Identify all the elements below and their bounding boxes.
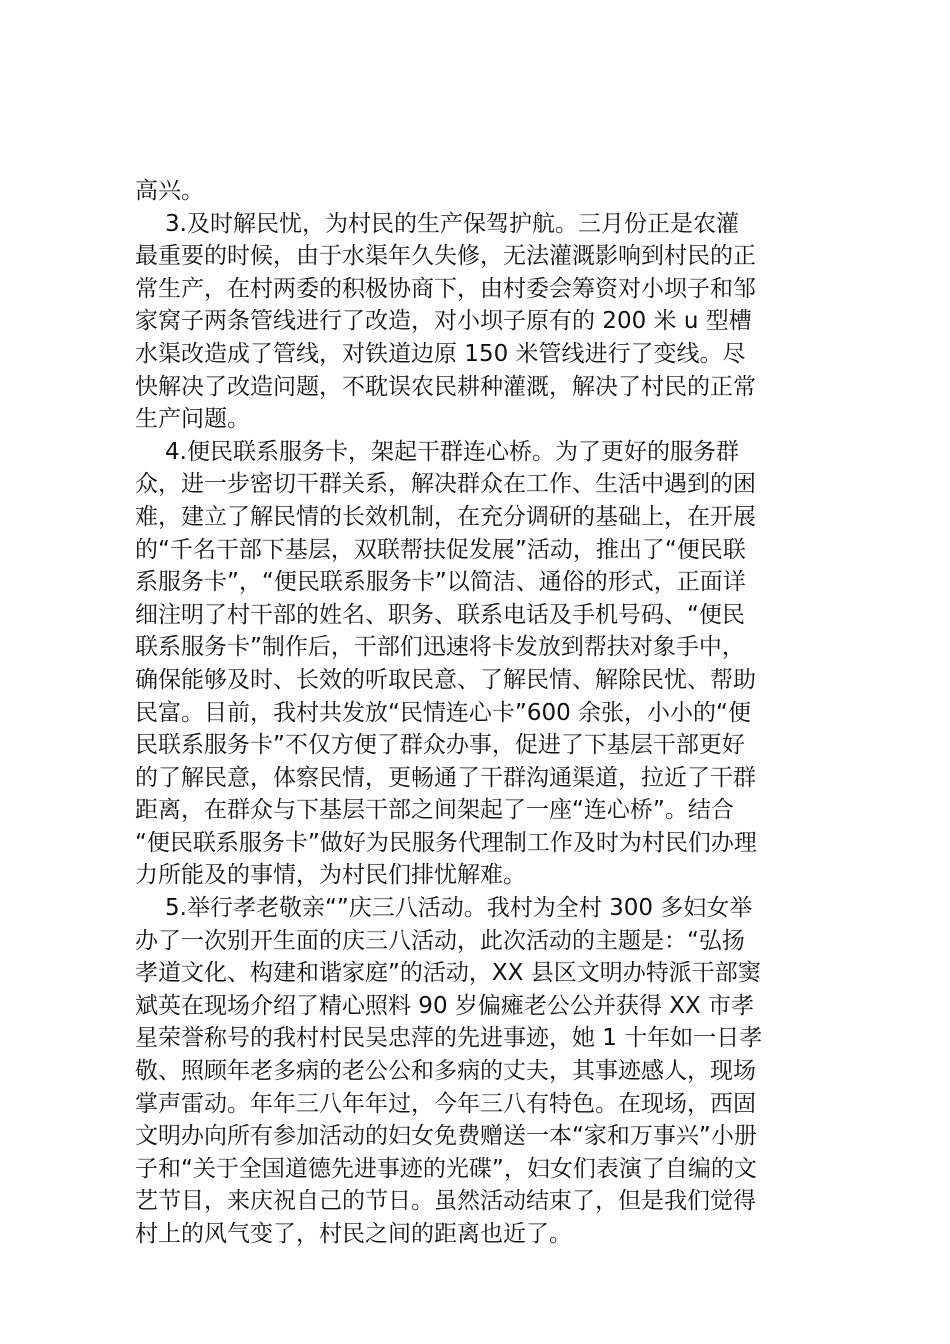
text-line: 最重要的时候，由于水渠年久失修，无法灌溉影响到村民的正	[135, 243, 756, 270]
text-line: 联系服务卡”制作后，干部们迅速将卡发放到帮扶对象手中，	[135, 634, 745, 661]
text-line: 常生产，在村两委的积极协商下，由村委会筹资对小坝子和邹	[135, 275, 756, 302]
text-line: 村上的风气变了，村民之间的距离也近了。	[135, 1221, 572, 1247]
text-line: 快解决了改造问题，不耽误农民耕种灌溉，解决了村民的正常	[135, 373, 756, 400]
text-line: 民富。目前，我村共发放“民情连心卡”600 余张，小小的“便	[135, 699, 751, 726]
text-line: 的“千名干部下基层，双联帮扶促发展”活动，推出了“便民联	[135, 536, 746, 563]
body-text	[135, 175, 825, 1251]
text-line: 子和“关于全国道德先进事迹的光碟”，妇女们表演了自编的文	[135, 1155, 757, 1182]
paragraph-3-start: 3.及时解民忧，为村民的生产保驾护航。三月份正是农灌	[165, 210, 739, 237]
text-line: 斌英在现场介绍了精心照料 90 岁偏瘫老公公并获得 XX 市孝	[135, 992, 755, 1019]
text-line: 水渠改造成了管线，对铁道边原 150 米管线进行了变线。尽	[135, 340, 746, 367]
text-line: 难，建立了解民情的长效机制，在充分调研的基础上，在开展	[135, 503, 756, 530]
text-line: 力所能及的事情，为村民们排忧解难。	[135, 862, 526, 889]
paragraph-5-start: 5.举行孝老敬亲“”庆三八活动。我村为全村 300 多妇女举	[165, 895, 753, 922]
text-line: 确保能够及时、长效的听取民意、了解民情、解除民忧、帮助	[135, 666, 756, 693]
text-line: 敬、照顾年老多病的老公公和多病的丈夫，其事迹感人，现场	[135, 1058, 756, 1085]
text-line: 系服务卡”，“便民联系服务卡”以简洁、通俗的形式，正面详	[135, 569, 746, 596]
text-line: 距离，在群众与下基层干部之间架起了一座“连心桥”。结合	[135, 797, 734, 824]
text-line: 高兴。	[135, 178, 204, 204]
text-line: 家窝子两条管线进行了改造，对小坝子原有的 200 米 u 型槽	[135, 308, 752, 335]
text-line: 掌声雷动。年年三八年年过，今年三八有特色。在现场，西固	[135, 1090, 756, 1117]
text-line: 艺节目，来庆祝自己的节日。虽然活动结束了，但是我们觉得	[135, 1188, 756, 1215]
text-line: 的了解民意，体察民情，更畅通了干群沟通渠道，拉近了干群	[135, 764, 756, 791]
text-line: 民联系服务卡”不仅方便了群众办事，促进了下基层干部更好	[135, 732, 745, 759]
text-line: 文明办向所有参加活动的妇女免费赠送一本“家和万事兴”小册	[135, 1123, 757, 1150]
text-line: 众，进一步密切干群关系，解决群众在工作、生活中遇到的困	[135, 471, 756, 498]
paragraph-4-start: 4.便民联系服务卡，架起干群连心桥。为了更好的服务群	[165, 438, 739, 465]
text-line: “便民联系服务卡”做好为民服务代理制工作及时为村民们办理	[135, 829, 757, 856]
text-line: 星荣誉称号的我村村民吴忠萍的先进事迹，她 1 十年如一日孝	[135, 1025, 763, 1052]
text-line: 办了一次别开生面的庆三八活动，此次活动的主题是：“弘扬	[135, 927, 745, 954]
text-line: 细注明了村干部的姓名、职务、联系电话及手机号码、“便民	[135, 601, 745, 628]
text-line: 生产问题。	[135, 406, 250, 433]
text-line: 孝道文化、构建和谐家庭”的活动，XX 县区文明办特派干部窦	[135, 960, 761, 987]
